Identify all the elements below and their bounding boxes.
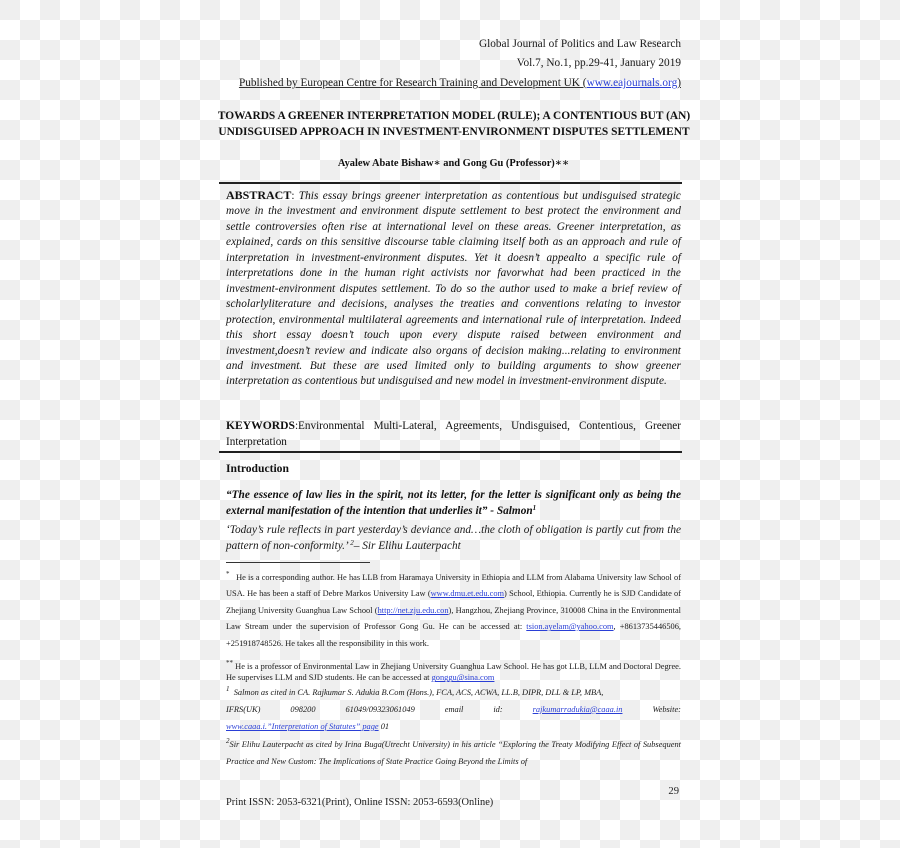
footnote-ref-1[interactable]: 1: [532, 503, 537, 512]
abstract-text: This essay brings greener interpretation as contentious but undisguised strategic move in the investment and environment dispute settlement to best protect the environment and settle controversies often rise at international level on these areas. Greener interpretation, as explained, cards on this sensitive discourse table claiming itself both as an approach and rule of interpretation in investment-environment disputes. Yet it doesn’t appealto a specific rule of interpretations done in the human right activists nor favorwhat had been practiced in the investment-environment disputes settlement. To do so the author used to make a brief review of scholarlyliterature and decisions, analyses the treaties and conventions relating to investor protection, environmental multilateral agreements and international rule of interpretation. Indeed this short essay doesn’t touch upon every dispute raised between environment and investment,doesn’t review and indicate also organs of decision making...relating to environment and investment. But these are used limited only to building arguments to show greener interpretation as contentious but undisguised and new model in investment-environment dispute.: [226, 190, 681, 388]
epigraph-lauterpacht-text: ‘Today’s rule reflects in part yesterday’s deviance and…the cloth of obligation is partly cut from the pattern of non-conformity.’: [226, 524, 681, 552]
footnote-marker: **: [226, 659, 233, 667]
footnote-text: Sir Elihu Lauterpacht as cited by Irina Buga(Utrecht University) in his article “Exploring the Treaty Modifying Effect of Subsequent Practice and New Custom: The Implications of State Practice Going Beyond the Limits of: [226, 740, 681, 766]
footnote-1-line-3: [226, 719, 681, 736]
footnote-ref-2[interactable]: 2: [350, 538, 354, 547]
footnote-text: IFRS(UK): [226, 704, 261, 714]
dmu-link[interactable]: www.dmu.et.edu.com: [430, 589, 505, 599]
footnote-text: 01: [378, 721, 390, 731]
journal-name: Global Journal of Politics and Law Research: [478, 38, 681, 50]
epigraph-attribution: – Sir Elihu Lauterpacht: [353, 539, 461, 552]
footnote-text: Website:: [652, 704, 681, 714]
keywords-section: [226, 418, 681, 450]
professor-email-link[interactable]: gonggu@sina.com: [431, 673, 495, 683]
epigraph-salmon: [226, 488, 681, 519]
footnote-marker: *: [226, 570, 230, 578]
epigraph-salmon-text: “The essence of law lies in the spirit, not its letter, for the letter is significant only as being the external manifestation of the intention that underlies it” - Salmon: [226, 489, 681, 517]
footnote-marker: 1: [226, 685, 230, 693]
footnote-text: 098200: [290, 704, 316, 714]
footnote-marker: 2: [226, 737, 230, 745]
author-email-link[interactable]: tsion.ayelam@yahoo.com: [526, 622, 614, 632]
adukia-email-link[interactable]: rajkumarradukia@caaa.in: [532, 704, 623, 714]
footnote-separator: [226, 562, 370, 563]
abstract-top-rule: [219, 182, 682, 184]
journal-volume: Vol.7, No.1, pp.29-41, January 2019: [516, 57, 681, 69]
keywords-text: Environmental Multi-Lateral, Agreements, Undisguised, Contentious, Greener Interpretation: [226, 420, 681, 448]
issn-footer: Print ISSN: 2053-6321(Print), Online ISSN: 2053-6593(Online): [226, 797, 494, 808]
paper-title: TOWARDS A GREENER INTERPRETATION MODEL (RULE); A CONTENTIOUS BUT (AN) UNDISGUISED APPROACH IN INVESTMENT-ENVIRONMENT DISPUTES SETTLEMENT: [217, 110, 691, 138]
page-number: 29: [668, 786, 679, 797]
footnote-text: He is a professor of Environmental Law in Zhejiang University Guanghua Law School. He has got LLB, LLM and Doctoral Degree. He supervises LLM and SJD students. He can be accessed at: [226, 662, 681, 683]
footnote-author-1: [226, 570, 681, 652]
footnote-author-2: [226, 661, 681, 684]
publisher-suffix: ): [677, 77, 681, 89]
keywords-bottom-rule: [219, 451, 682, 453]
epigraph-lauterpacht: [226, 523, 681, 554]
keywords-label: KEYWORDS: [226, 419, 295, 432]
zju-link[interactable]: http://net.zju.edu.con: [377, 605, 449, 615]
footnote-text: , +8613735446506, +251918748526. He takes all the responsibility in this work.: [226, 622, 681, 648]
footnote-1-line-2: [226, 702, 681, 719]
footnote-1: [226, 685, 681, 735]
abstract-section: [226, 188, 681, 390]
publisher-link[interactable]: www.eajournals.org: [586, 77, 678, 89]
website-link[interactable]: www.caaa.i.”Interpretation of Statutes” page: [226, 721, 379, 731]
publisher-text: Published by European Centre for Research Training and Development UK (: [238, 77, 587, 89]
footnote-text: ), Hangzhou, Zhejiang Province, 310008 China in the Environmental Law Stream under the supervision of Professor Gong Gu. He can be accessed at:: [226, 605, 681, 632]
abstract-label: ABSTRACT: [226, 188, 292, 202]
introduction-heading: Introduction: [226, 462, 289, 475]
abstract-separator: :: [291, 190, 299, 202]
publisher-line: [230, 77, 681, 89]
footnote-text: He is a corresponding author. He has LLB from Haramaya University in Ethiopia and LLM from Alabama University law School of USA. He has been a staff of Debre Markos University Law (: [226, 573, 681, 599]
footnote-1-line-1: [226, 685, 681, 702]
footnote-text: id:: [493, 704, 503, 714]
footnote-text: ) School, Ethiopia. Currently he is SJD Candidate of Zhejiang University Guanghua Law School (: [226, 589, 681, 615]
footnote-text: 61049/09323061049: [345, 704, 415, 714]
footnote-text: email: [444, 704, 464, 714]
footnote-2: [226, 737, 681, 771]
keywords-separator: :: [294, 420, 299, 432]
footnote-text: Salmon as cited in CA. Rajkumar S. Adukia B.Com (Hons.), FCA, ACS, ACWA, LL.B, DIPR, DLL & LP, MBA,: [233, 688, 604, 697]
paper-authors: Ayalew Abate Bishaw∗ and Gong Gu (Professor)∗∗: [337, 158, 570, 169]
document-page: [217, 0, 691, 848]
